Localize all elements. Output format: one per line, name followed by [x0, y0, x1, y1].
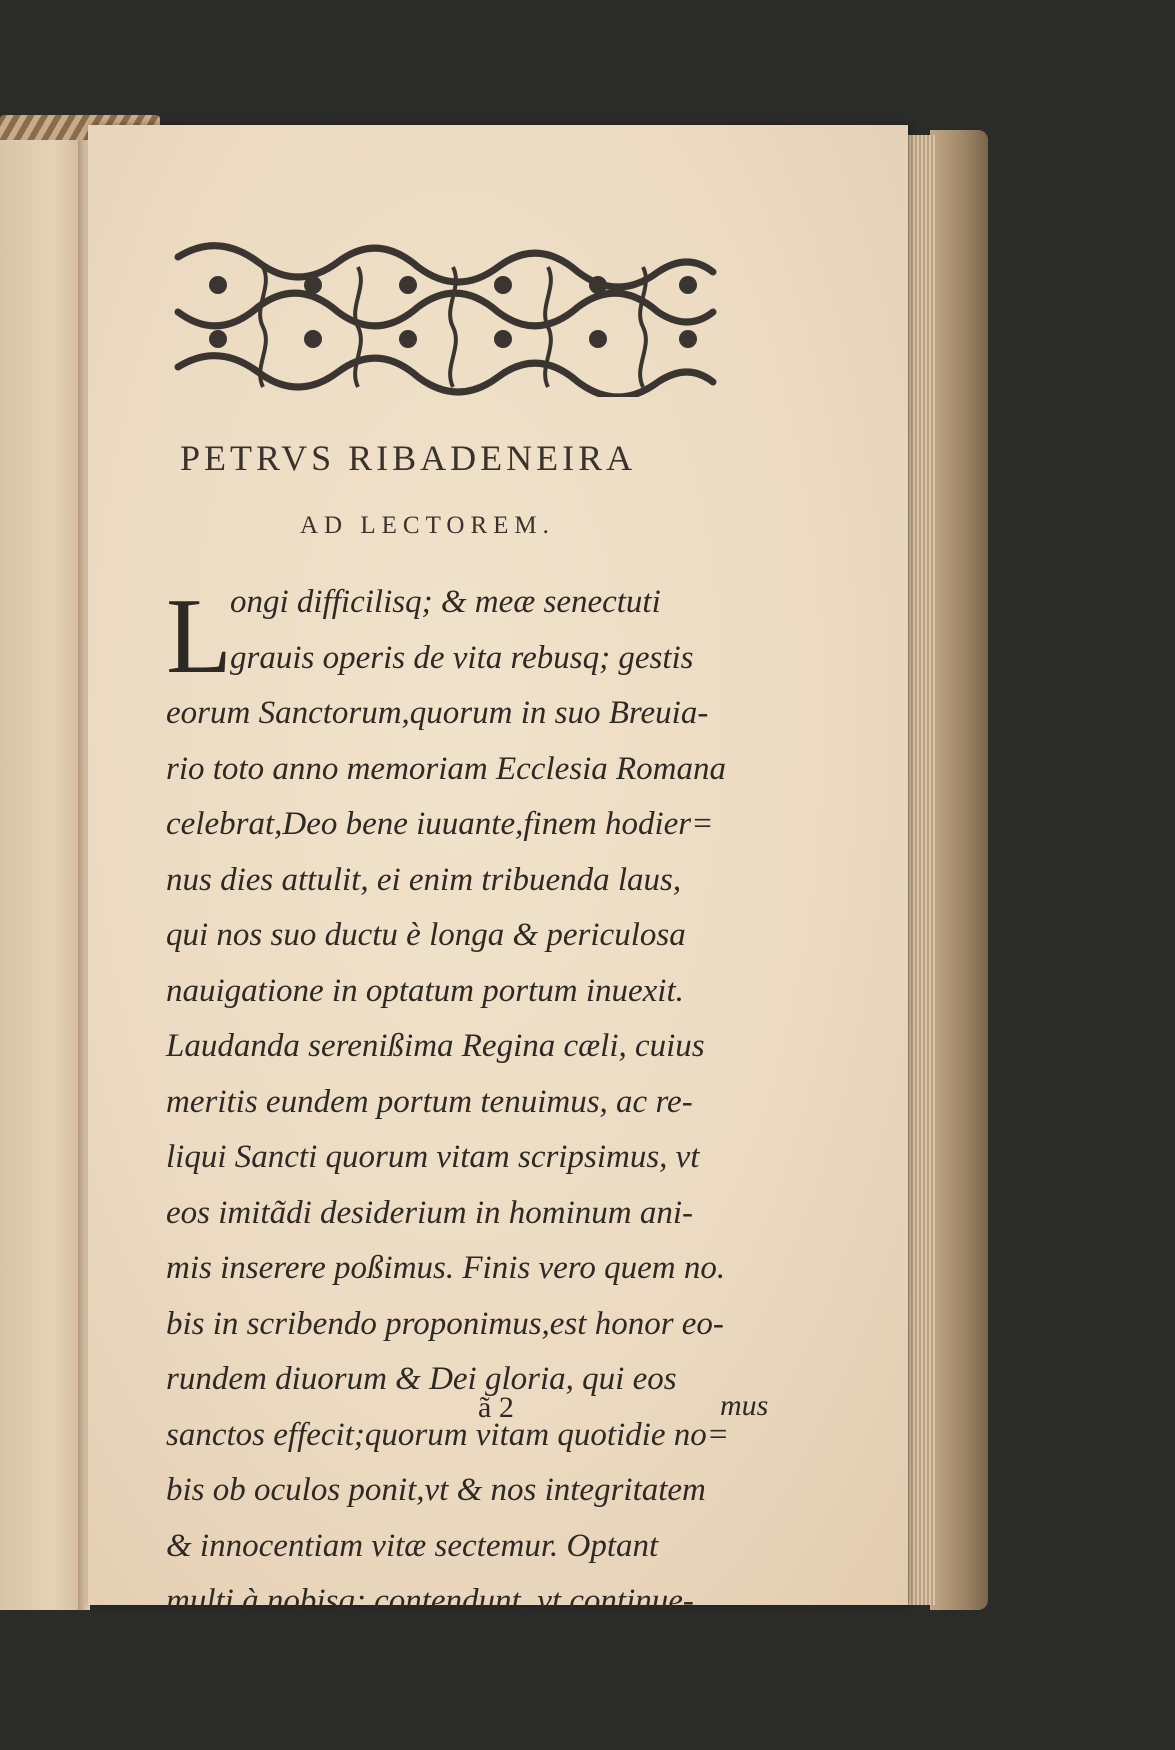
subtitle-heading: AD LECTOREM. [300, 512, 555, 539]
text-line: liqui Sancti quorum vitam scripsimus, vt [166, 1139, 700, 1175]
text-line: bis in scribendo proponimus,est honor eo- [166, 1305, 724, 1342]
body-text [166, 575, 806, 1630]
text-line: ongi difficilisq; & meæ senectuti [230, 584, 661, 620]
text-line: eorum Sanctorum,quorum in suo Breuia- [166, 695, 709, 731]
text-line: rio toto anno memoriam Ecclesia Romana [166, 750, 727, 787]
left-page-edge [0, 140, 90, 1610]
text-line: Laudanda serenißima Regina cæli, cuius [166, 1028, 705, 1064]
text-line: qui nos suo ductu è longa & periculosa [166, 917, 686, 953]
text-line: grauis operis de vita rebusq; gestis [230, 639, 694, 676]
author-heading: PETRVS RIBADENEIRA [180, 438, 637, 478]
text-line: sanctos effecit;quorum vitam quotidie no= [166, 1416, 730, 1453]
text-line: nus dies attulit, ei enim tribuenda laus, [166, 861, 682, 898]
text-line: mis inserere poßimus. Finis vero quem no. [166, 1250, 726, 1286]
text-line: & innocentiam vitæ sectemur. Optant [166, 1527, 659, 1564]
text-line: bis ob oculos ponit,vt & nos integritatem [166, 1472, 706, 1508]
text-line: multi à nobisq; contendunt, vt continue- [166, 1583, 694, 1619]
text-line: nauigatione in optatum portum inuexit. [166, 972, 684, 1009]
ornament-headpiece-icon [163, 227, 728, 397]
signature-mark: ã 2 [478, 1391, 514, 1424]
drop-cap: L [166, 577, 232, 696]
catchword: mus [720, 1389, 769, 1422]
page-fore-edge [905, 135, 935, 1605]
book-cover-edge [930, 130, 988, 1610]
text-line: celebrat,Deo bene iuuante,finem hodier= [166, 806, 714, 842]
text-line: eos imitãdi desiderium in hominum ani- [166, 1194, 694, 1231]
text-line: meritis eundem portum tenuimus, ac re- [166, 1083, 693, 1120]
text-line: rundem diuorum & Dei gloria, qui eos [166, 1361, 677, 1397]
book-page [88, 125, 908, 1619]
